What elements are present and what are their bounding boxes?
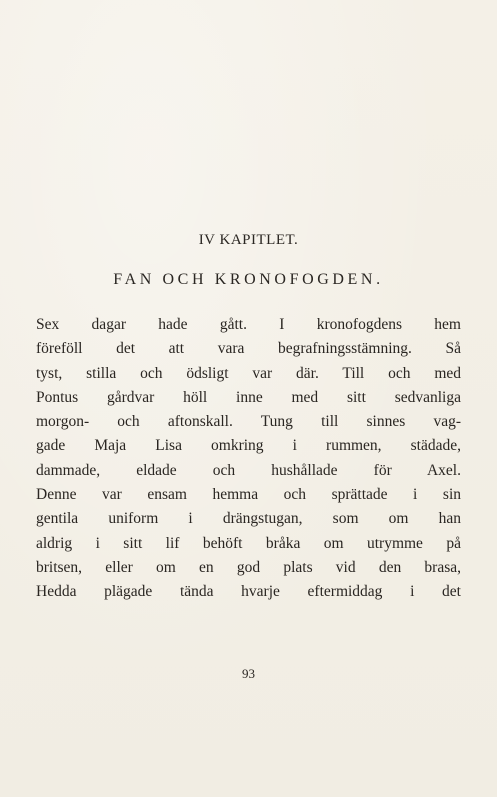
text-line: gentila uniform i drängstugan, som om han [36,510,461,528]
text-line: gade Maja Lisa omkring i rummen, städade, [36,437,461,455]
text-line: dammade, eldade och hushållade för Axel. [36,461,461,479]
text-line: Sex dagar hade gått. I kronofogdens hem [36,316,461,333]
text-line: morgon- och aftonskall. Tung till sinnes vag- [36,413,461,431]
text-line: tyst, stilla och ödsligt var där. Till och med [36,364,461,382]
text-line: britsen, eller om en god plats vid den brasa, [36,558,461,576]
body-text [36,313,461,605]
chapter-heading: IV KAPITLET. [198,232,299,248]
text-line: aldrig i sitt lif behöft bråka om utrymme på [36,534,461,552]
text-line: Hedda plägade tända hvarje eftermiddag i det [36,583,461,601]
page-number: 93 [242,666,255,681]
chapter-title: FAN OCH KRONOFOGDEN. [113,271,384,288]
text-line: föreföll det att vara begrafningsstämning. Så [36,340,461,358]
text-line: Pontus gårdvar höll inne med sitt sedvanliga [36,388,461,406]
text-line: Denne var ensam hemma och sprättade i sin [36,486,461,504]
